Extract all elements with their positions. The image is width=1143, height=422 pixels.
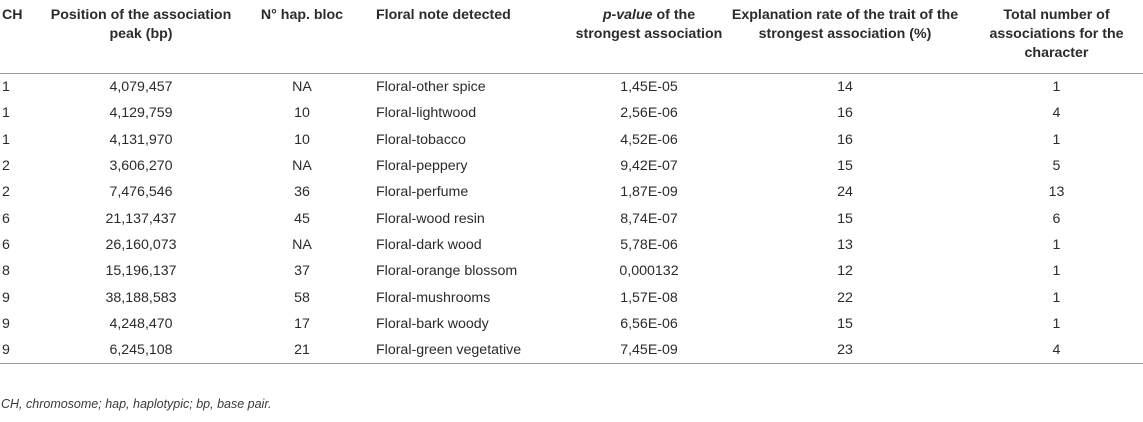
cell-floral-note: Floral-wood resin xyxy=(376,210,485,227)
table-row xyxy=(0,284,1143,310)
cell-position: 7,476,546 xyxy=(109,184,173,201)
cell-ch: 9 xyxy=(2,289,10,306)
cell-hap-bloc: 37 xyxy=(294,263,310,280)
cell-hap-bloc: 58 xyxy=(294,289,310,306)
cell-floral-note: Floral-other spice xyxy=(376,79,486,96)
cell-explanation: 24 xyxy=(837,184,853,201)
cell-ch: 2 xyxy=(2,158,10,175)
cell-explanation: 15 xyxy=(837,158,853,175)
cell-explanation: 16 xyxy=(837,105,853,122)
cell-pvalue: 5,78E-06 xyxy=(620,236,678,253)
cell-pvalue: 8,74E-07 xyxy=(620,210,678,227)
cell-position: 15,196,137 xyxy=(105,263,177,280)
cell-hap-bloc: NA xyxy=(292,158,312,175)
cell-ch: 6 xyxy=(2,236,10,253)
cell-total: 6 xyxy=(1052,210,1061,227)
cell-floral-note: Floral-lightwood xyxy=(376,105,477,122)
cell-floral-note: Floral-green vegetative xyxy=(372,337,572,364)
cell-floral-note: Floral-dark wood xyxy=(376,236,482,253)
cell-hap-bloc: 21 xyxy=(232,337,372,364)
cell-pvalue: 2,56E-06 xyxy=(620,105,678,122)
cell-position: 4,079,457 xyxy=(109,79,173,96)
cell-hap-bloc: 17 xyxy=(294,315,310,332)
table-footnote: CH, chromosome; hap, haplotypic; bp, base pair. xyxy=(1,397,272,411)
cell-total: 1 xyxy=(1052,289,1061,306)
cell-ch: 1 xyxy=(2,105,10,122)
header-pvalue-italic: p-value xyxy=(602,7,653,23)
table-row xyxy=(0,127,1143,153)
header-position: Position of the association peak (bp) xyxy=(50,6,232,74)
header-ch: CH xyxy=(0,6,50,74)
cell-pvalue: 9,42E-07 xyxy=(620,158,678,175)
cell-total: 1 xyxy=(1052,79,1061,96)
cell-position: 4,248,470 xyxy=(109,315,173,332)
cell-hap-bloc: NA xyxy=(292,79,312,96)
cell-total: 1 xyxy=(1052,236,1061,253)
cell-position: 21,137,437 xyxy=(105,210,177,227)
table-row xyxy=(0,258,1143,284)
cell-pvalue: 7,45E-09 xyxy=(572,337,726,364)
cell-hap-bloc: 10 xyxy=(294,131,310,148)
cell-explanation: 23 xyxy=(726,337,964,364)
cell-pvalue: 6,56E-06 xyxy=(620,315,678,332)
header-row xyxy=(0,6,1143,74)
header-total: Total number of associations for the character xyxy=(964,6,1143,74)
association-table xyxy=(0,6,1143,364)
cell-total: 1 xyxy=(1052,263,1061,280)
cell-hap-bloc: 36 xyxy=(294,184,310,201)
header-pvalue-rest: of the strongest association xyxy=(575,7,723,42)
cell-explanation: 14 xyxy=(837,79,853,96)
cell-ch: 1 xyxy=(2,131,10,148)
header-hap-bloc: N° hap. bloc xyxy=(232,6,372,74)
cell-position: 26,160,073 xyxy=(105,236,177,253)
cell-hap-bloc: NA xyxy=(292,236,312,253)
cell-pvalue: 4,52E-06 xyxy=(620,131,678,148)
cell-total: 5 xyxy=(1052,158,1061,175)
cell-ch: 6 xyxy=(2,210,10,227)
cell-position: 3,606,270 xyxy=(109,158,173,175)
cell-hap-bloc: 10 xyxy=(294,105,310,122)
cell-pvalue: 1,57E-08 xyxy=(620,289,678,306)
cell-explanation: 16 xyxy=(837,131,853,148)
cell-explanation: 13 xyxy=(837,236,853,253)
cell-ch: 1 xyxy=(2,79,10,96)
cell-floral-note: Floral-peppery xyxy=(376,158,468,175)
header-pvalue xyxy=(572,6,726,74)
cell-pvalue: 0,000132 xyxy=(619,263,679,280)
cell-explanation: 15 xyxy=(837,315,853,332)
cell-explanation: 12 xyxy=(837,263,853,280)
cell-pvalue: 1,87E-09 xyxy=(620,184,678,201)
table-body xyxy=(0,74,1143,364)
table-row xyxy=(0,232,1143,258)
table-row xyxy=(0,153,1143,179)
cell-ch: 2 xyxy=(2,184,10,201)
table-row xyxy=(0,337,1143,364)
cell-ch: 8 xyxy=(2,263,10,280)
cell-hap-bloc: 45 xyxy=(294,210,310,227)
table-row xyxy=(0,311,1143,337)
header-floral-note: Floral note detected xyxy=(372,6,572,74)
cell-total: 4 xyxy=(1052,105,1061,122)
header-explanation: Explanation rate of the trait of the strongest association (%) xyxy=(726,6,964,74)
cell-ch: 9 xyxy=(2,315,10,332)
cell-position: 4,129,759 xyxy=(109,105,173,122)
table-row xyxy=(0,205,1143,231)
cell-explanation: 15 xyxy=(837,210,853,227)
cell-total: 1 xyxy=(1052,131,1061,148)
cell-explanation: 22 xyxy=(837,289,853,306)
cell-floral-note: Floral-bark woody xyxy=(376,315,489,332)
table-row xyxy=(0,100,1143,126)
cell-total: 13 xyxy=(1048,184,1065,201)
cell-floral-note: Floral-mushrooms xyxy=(376,289,491,306)
cell-floral-note: Floral-perfume xyxy=(376,184,469,201)
table-row xyxy=(0,179,1143,205)
cell-ch: 9 xyxy=(0,337,50,364)
cell-floral-note: Floral-tobacco xyxy=(376,131,466,148)
cell-position: 4,131,970 xyxy=(109,131,173,148)
cell-floral-note: Floral-orange blossom xyxy=(376,263,518,280)
cell-pvalue: 1,45E-05 xyxy=(620,79,678,96)
cell-position: 38,188,583 xyxy=(105,289,177,306)
cell-position: 6,245,108 xyxy=(50,337,232,364)
cell-total: 1 xyxy=(1052,315,1061,332)
cell-total: 4 xyxy=(964,337,1143,364)
table-row xyxy=(0,74,1143,101)
